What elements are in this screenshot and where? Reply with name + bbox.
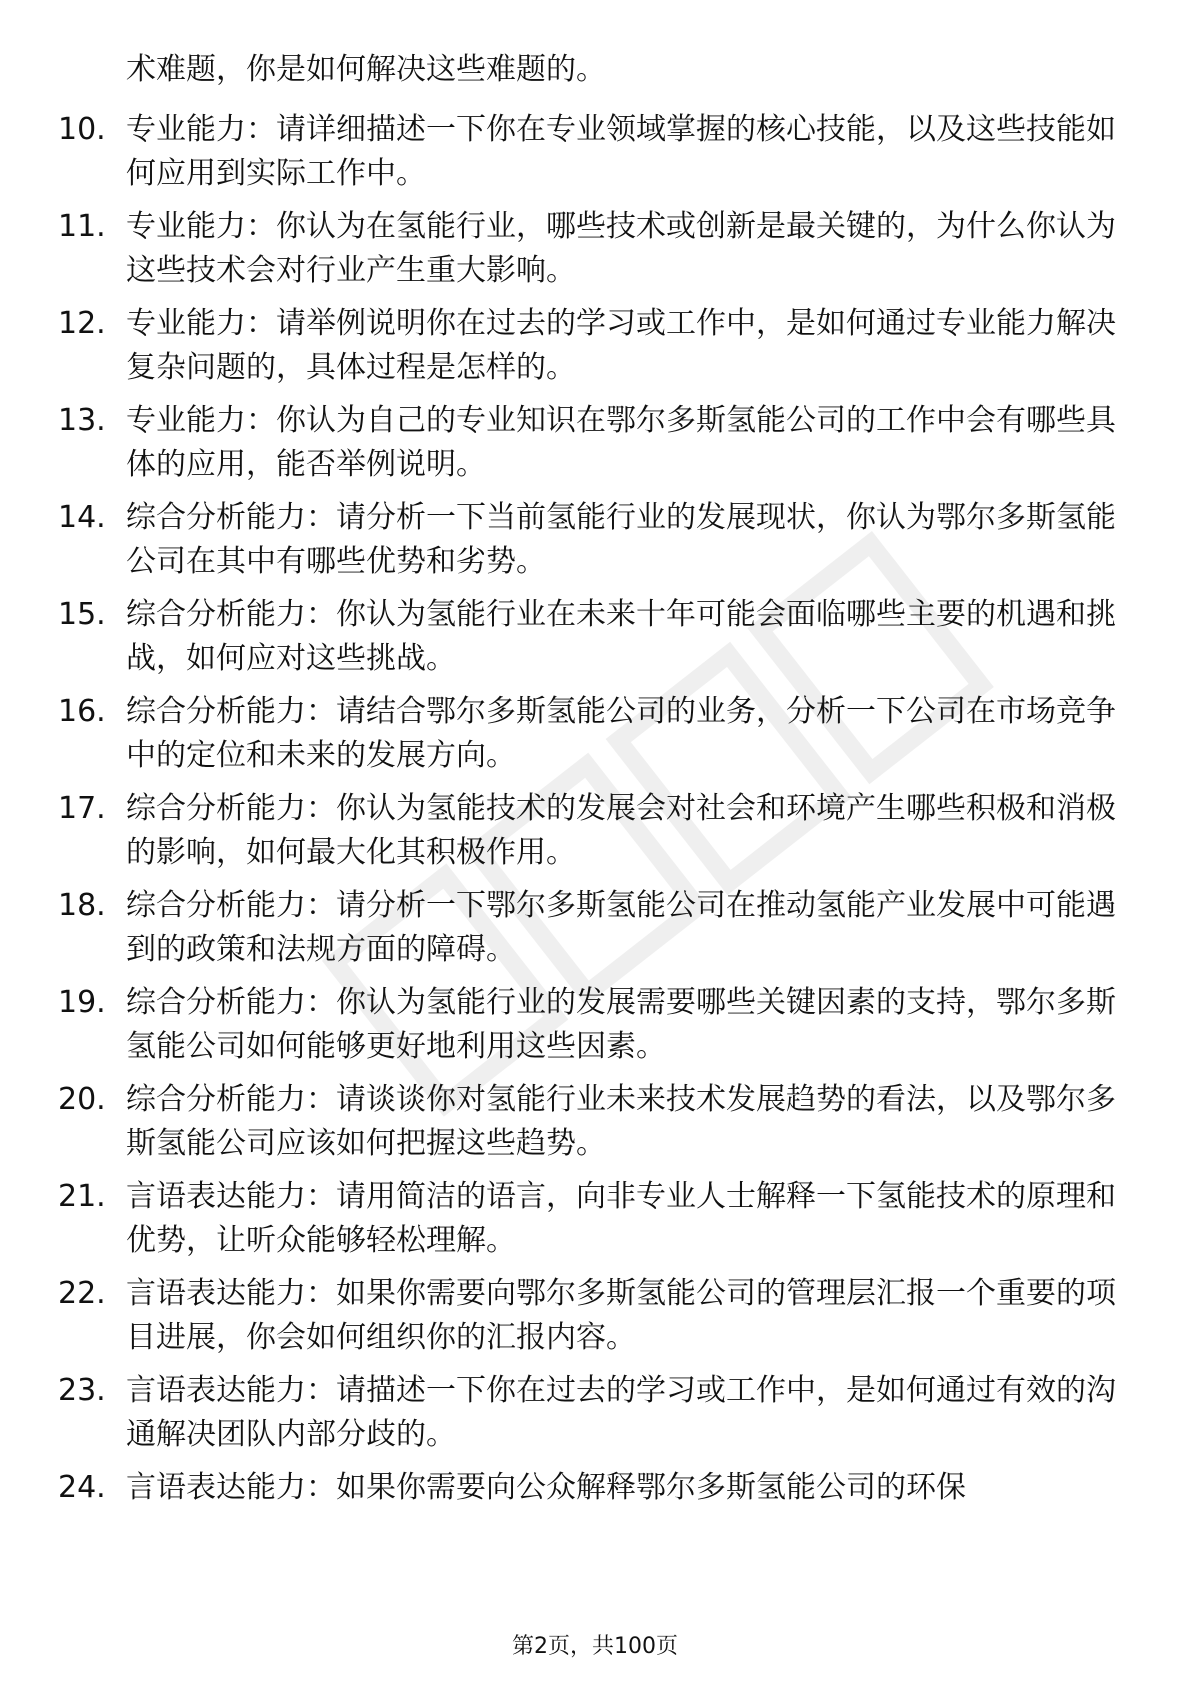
question-item bbox=[0, 108, 1190, 205]
question-item bbox=[0, 1466, 1190, 1563]
question-item bbox=[0, 593, 1190, 690]
question-text: 专业能力：请详细描述一下你在专业领域掌握的核心技能，以及这些技能如何应用到实际工作中。 bbox=[126, 112, 1116, 191]
question-number: 18. bbox=[58, 888, 106, 923]
question-text: 言语表达能力：如果你需要向公众解释鄂尔多斯氢能公司的环保 bbox=[126, 1470, 966, 1505]
question-item bbox=[0, 1175, 1190, 1272]
question-number: 19. bbox=[58, 985, 106, 1020]
question-number: 12. bbox=[58, 306, 106, 341]
question-number: 24. bbox=[58, 1470, 106, 1505]
question-text: 综合分析能力：你认为氢能行业的发展需要哪些关键因素的支持，鄂尔多斯氢能公司如何能够更好地利用这些因素。 bbox=[126, 985, 1116, 1064]
question-number: 14. bbox=[58, 500, 106, 535]
question-number: 16. bbox=[58, 694, 106, 729]
question-item bbox=[0, 399, 1190, 496]
question-text: 言语表达能力：如果你需要向鄂尔多斯氢能公司的管理层汇报一个重要的项目进展，你会如何组织你的汇报内容。 bbox=[126, 1276, 1116, 1355]
question-number: 11. bbox=[58, 209, 106, 244]
question-number: 17. bbox=[58, 791, 106, 826]
question-text: 综合分析能力：你认为氢能技术的发展会对社会和环境产生哪些积极和消极的影响，如何最大化其积极作用。 bbox=[126, 791, 1116, 870]
question-number: 23. bbox=[58, 1373, 106, 1408]
question-item bbox=[0, 496, 1190, 593]
question-item bbox=[0, 205, 1190, 302]
question-item bbox=[0, 302, 1190, 399]
question-text: 综合分析能力：请分析一下鄂尔多斯氢能公司在推动氢能产业发展中可能遇到的政策和法规方面的障碍。 bbox=[126, 888, 1116, 967]
question-item bbox=[0, 1272, 1190, 1369]
question-text: 言语表达能力：请描述一下你在过去的学习或工作中，是如何通过有效的沟通解决团队内部分歧的。 bbox=[126, 1373, 1116, 1452]
question-item bbox=[0, 787, 1190, 884]
question-item bbox=[0, 1369, 1190, 1466]
question-text: 专业能力：你认为在氢能行业，哪些技术或创新是最关键的，为什么你认为这些技术会对行业产生重大影响。 bbox=[126, 209, 1116, 288]
question-number: 15. bbox=[58, 597, 106, 632]
question-text: 言语表达能力：请用简洁的语言，向非专业人士解释一下氢能技术的原理和优势，让听众能够轻松理解。 bbox=[126, 1179, 1116, 1258]
question-text: 专业能力：你认为自己的专业知识在鄂尔多斯氢能公司的工作中会有哪些具体的应用，能否举例说明。 bbox=[126, 403, 1116, 482]
question-text: 综合分析能力：请分析一下当前氢能行业的发展现状，你认为鄂尔多斯氢能公司在其中有哪些优势和劣势。 bbox=[126, 500, 1116, 579]
question-number: 10. bbox=[58, 112, 106, 147]
question-number: 22. bbox=[58, 1276, 106, 1311]
question-item bbox=[0, 690, 1190, 787]
question-text: 综合分析能力：请结合鄂尔多斯氢能公司的业务，分析一下公司在市场竞争中的定位和未来的发展方向。 bbox=[126, 694, 1116, 773]
question-number: 21. bbox=[58, 1179, 106, 1214]
question-number: 20. bbox=[58, 1082, 106, 1117]
page-footer: 第2页，共100页 bbox=[512, 1634, 678, 1659]
question-text: 综合分析能力：你认为氢能行业在未来十年可能会面临哪些主要的机遇和挑战，如何应对这些挑战。 bbox=[126, 597, 1116, 676]
question-number: 13. bbox=[58, 403, 106, 438]
question-item bbox=[0, 884, 1190, 981]
question-text: 综合分析能力：请谈谈你对氢能行业未来技术发展趋势的看法，以及鄂尔多斯氢能公司应该如何把握这些趋势。 bbox=[126, 1082, 1116, 1161]
continuation-text: 术难题，你是如何解决这些难题的。 bbox=[126, 52, 606, 87]
question-list bbox=[0, 108, 1190, 1563]
question-text: 专业能力：请举例说明你在过去的学习或工作中，是如何通过专业能力解决复杂问题的，具体过程是怎样的。 bbox=[126, 306, 1116, 385]
question-item bbox=[0, 981, 1190, 1078]
question-item bbox=[0, 1078, 1190, 1175]
